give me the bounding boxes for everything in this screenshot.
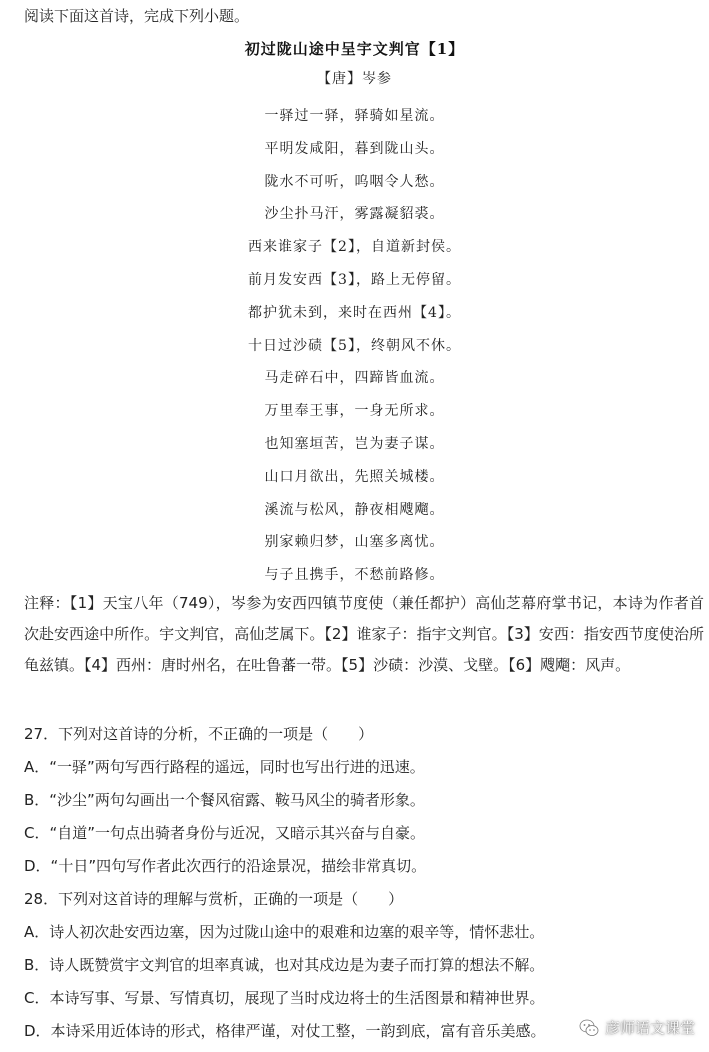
poem-author: 【唐】岑参: [317, 71, 392, 87]
question-stem: 27．下列对这首诗的分析，不正确的一项是（ ）: [24, 725, 374, 743]
question-option: D．本诗采用近体诗的形式，格律严谨，对仗工整，一韵到底，富有音乐美感。: [24, 1022, 546, 1040]
poem-line: 也知塞垣苦，岂为妻子谋。: [264, 435, 445, 452]
poem-line: 马走碎石中，四蹄皆血流。: [264, 370, 445, 387]
poem-block: [0, 36, 709, 592]
question-option: B．“沙尘”两句勾画出一个餐风宿露、鞍马风尘的骑者形象。: [24, 791, 425, 809]
poem-line: 一驿过一驿，驿骑如星流。: [264, 108, 445, 124]
poem-notes: 注释：【1】天宝八年（749），岑参为安西四镇节度使（兼任都护）高仙芝幕府掌书记，本诗为作者首次赴安西途中所作。宇文判官，高仙芝属下。【2】谁家子：指宇文判官。【3】安西：指安西节度使治所龟兹镇。【4】西州：唐时州名，在吐鲁蕃一带。【5】沙碛：沙漠、戈壁。【6】飕飗：风声。: [24, 594, 704, 674]
question-option: A．“一驿”两句写西行路程的遥远，同时也写出行进的迅速。: [24, 758, 425, 776]
wechat-icon: [579, 1018, 599, 1038]
watermark-text: 彦师语文课堂: [604, 1019, 695, 1037]
poem-line: 沙尘扑马汗，雾露凝貂裘。: [264, 206, 445, 223]
question-option: C．“自道”一句点出骑者身份与近况，又暗示其兴奋与自豪。: [24, 824, 426, 842]
poem-line: 平明发咸阳，暮到陇山头。: [264, 140, 445, 157]
question-option: A．诗人初次赴安西边塞，因为过陇山途中的艰难和边塞的艰辛等，情怀悲壮。: [24, 923, 545, 941]
question-list: [24, 722, 704, 1052]
poem-line: 都护犹未到，来时在西州【4】。: [248, 304, 461, 321]
question-option: B．诗人既赞赏宇文判官的坦率真诚，也对其戍边是为妻子而打算的想法不解。: [24, 956, 545, 974]
intro-instruction: 阅读下面这首诗，完成下列小题。: [24, 7, 250, 25]
question-27: [24, 722, 704, 887]
question-stem: 28．下列对这首诗的理解与赏析，正确的一项是（ ）: [24, 890, 404, 908]
poem-title: 初过陇山途中呈宇文判官【1】: [244, 40, 465, 58]
poem-line: 与子且携手，不愁前路修。: [264, 567, 445, 584]
poem-line: 前月发安西【3】，路上无停留。: [248, 271, 461, 288]
watermark: [579, 1017, 695, 1038]
poem-line: 万里奉王事，一身无所求。: [264, 403, 445, 420]
poem-line: 十日过沙碛【5】，终朝风不休。: [248, 337, 461, 354]
poem-line: 溪流与松风，静夜相飕飗。: [264, 501, 445, 518]
poem-line: 陇水不可听，呜咽令人愁。: [264, 173, 445, 190]
question-option: D．“十日”四句写作者此次西行的沿途景况，描绘非常真切。: [24, 857, 427, 875]
poem-line: 西来谁家子【2】，自道新封侯。: [248, 239, 461, 256]
poem-line: 别家赖归梦，山塞多离忧。: [264, 534, 445, 551]
question-option: C．本诗写事、写景、写情真切，展现了当时戍边将士的生活图景和精神世界。: [24, 989, 545, 1007]
poem-line: 山口月欲出，先照关城楼。: [264, 468, 445, 485]
